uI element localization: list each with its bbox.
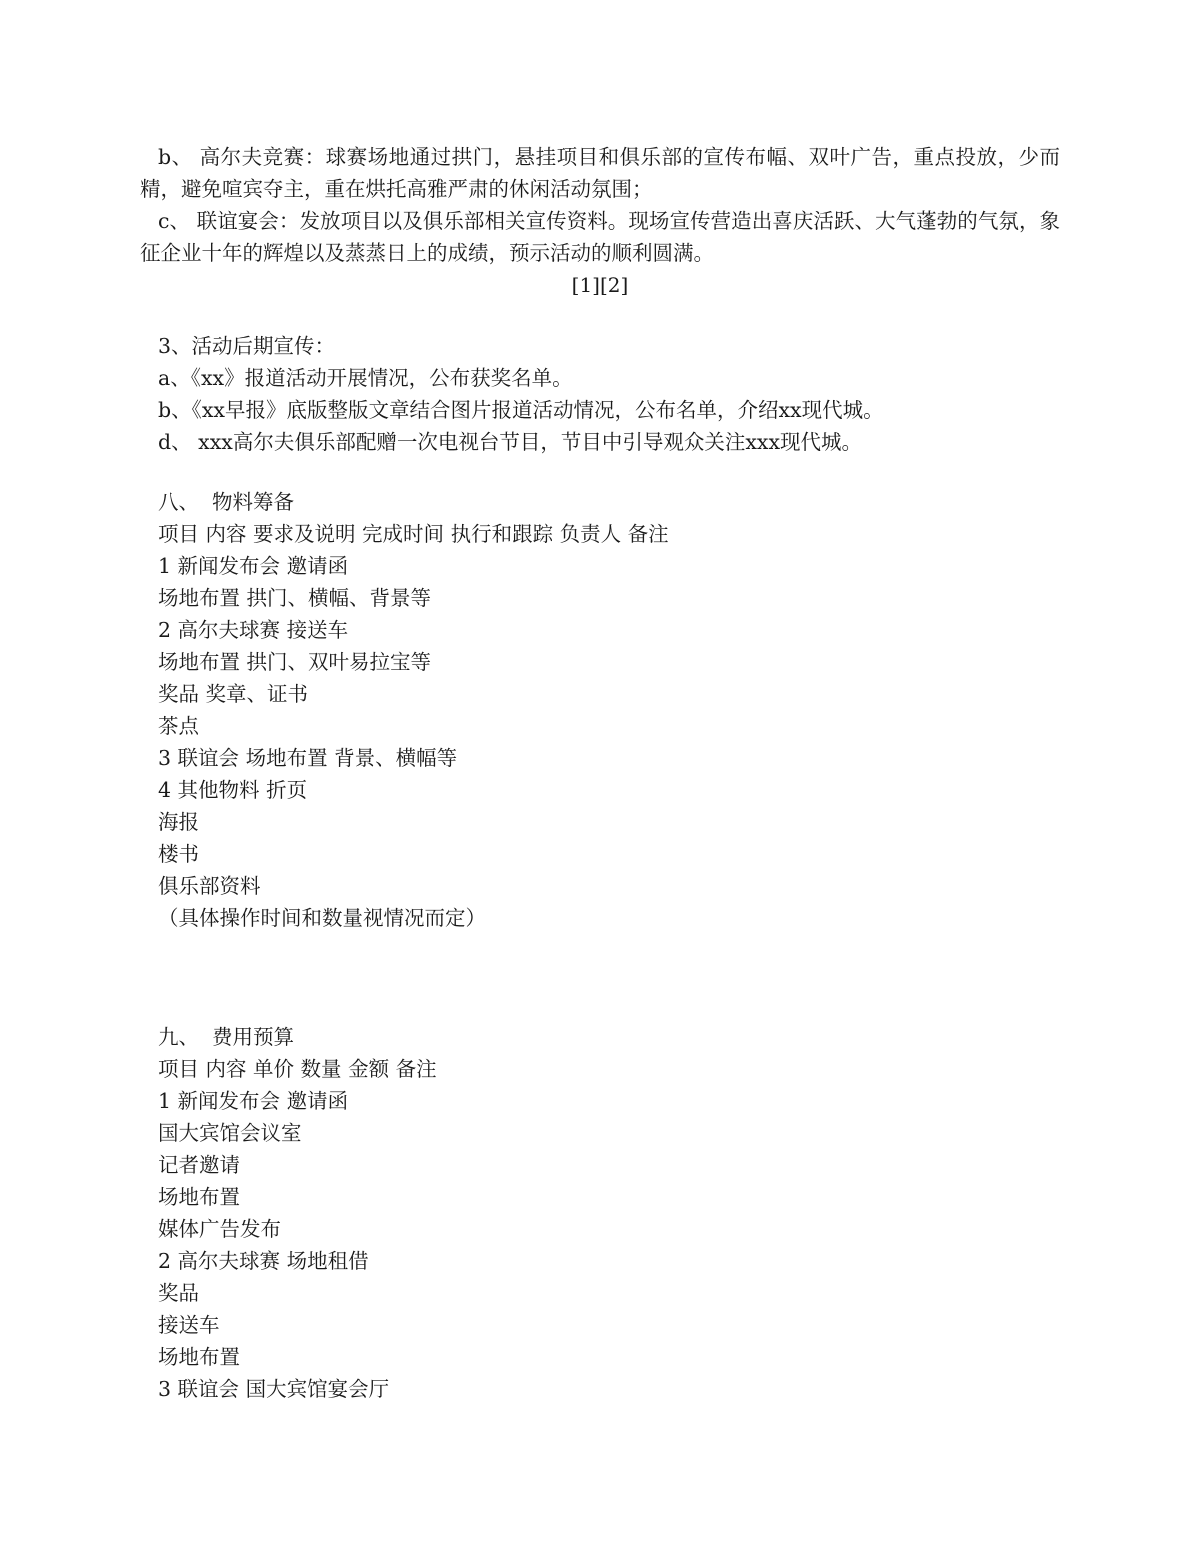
- budget-line: 项目 内容 单价 数量 金额 备注: [158, 1057, 437, 1081]
- materials-line: 场地布置 拱门、横幅、背景等: [158, 586, 432, 610]
- materials-line: 奖品 奖章、证书: [158, 682, 309, 706]
- budget-line: 国大宾馆会议室: [158, 1121, 302, 1145]
- materials-note: （具体操作时间和数量视情况而定）: [158, 906, 486, 930]
- budget-line: 场地布置: [158, 1185, 240, 1209]
- post-promo-heading: 3、活动后期宣传：: [158, 334, 336, 358]
- budget-line: 1 新闻发布会 邀请函: [158, 1089, 349, 1113]
- materials-heading: 八、 物料筹备: [158, 490, 295, 514]
- materials-line: 茶点: [158, 714, 199, 738]
- page-links[interactable]: [1][2]: [571, 273, 629, 297]
- materials-line: 4 其他物料 折页: [158, 778, 308, 802]
- post-promo-item: a、《xx》报道活动开展情况，公布获奖名单。: [158, 366, 573, 390]
- paragraph-golf-competition: b、 高尔夫竞赛：球赛场地通过拱门，悬挂项目和俱乐部的宣传布幅、双叶广告，重点投放，少而精，避免喧宾夺主，重在烘托高雅严肃的休闲活动氛围；: [140, 145, 1060, 201]
- materials-line: 楼书: [158, 842, 199, 866]
- budget-line: 3 联谊会 国大宾馆宴会厅: [158, 1377, 390, 1401]
- materials-line: 项目 内容 要求及说明 完成时间 执行和跟踪 负责人 备注: [158, 522, 669, 546]
- paragraph-friendship-banquet: c、 联谊宴会：发放项目以及俱乐部相关宣传资料。现场宣传营造出喜庆活跃、大气蓬勃的气氛，象征企业十年的辉煌以及蒸蒸日上的成绩，预示活动的顺利圆满。: [140, 209, 1060, 265]
- materials-line: 2 高尔夫球赛 接送车: [158, 618, 349, 642]
- post-promo-item: b、《xx早报》底版整版文章结合图片报道活动情况，公布名单，介绍xx现代城。: [158, 398, 884, 422]
- materials-line: 海报: [158, 810, 199, 834]
- materials-line: 场地布置 拱门、双叶易拉宝等: [158, 650, 432, 674]
- budget-line: 2 高尔夫球赛 场地租借: [158, 1249, 369, 1273]
- budget-line: 媒体广告发布: [158, 1217, 281, 1241]
- budget-heading: 九、 费用预算: [158, 1025, 295, 1049]
- budget-line: 奖品: [158, 1281, 199, 1305]
- budget-line: 接送车: [158, 1313, 220, 1337]
- materials-line: 1 新闻发布会 邀请函: [158, 554, 349, 578]
- materials-line: 俱乐部资料: [158, 874, 261, 898]
- budget-line: 场地布置: [158, 1345, 240, 1369]
- budget-line: 记者邀请: [158, 1153, 240, 1177]
- materials-line: 3 联谊会 场地布置 背景、横幅等: [158, 746, 458, 770]
- post-promo-item: d、 xxx高尔夫俱乐部配赠一次电视台节目，节目中引导观众关注xxx现代城。: [158, 430, 863, 454]
